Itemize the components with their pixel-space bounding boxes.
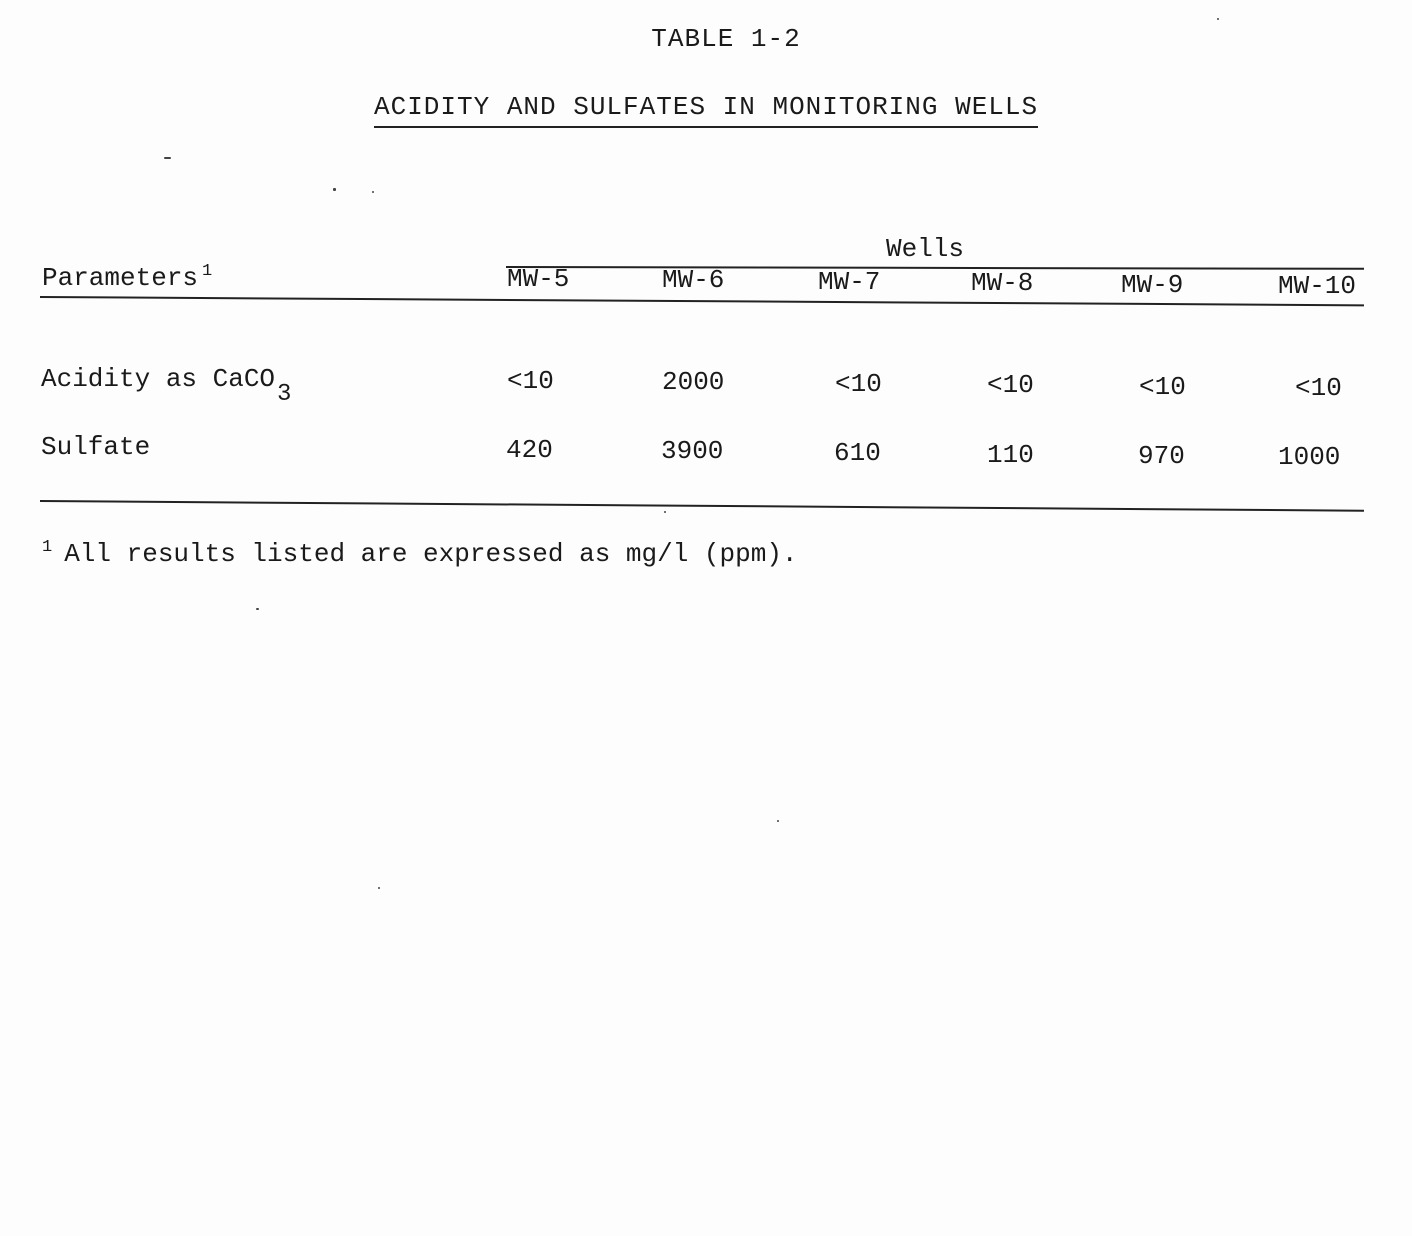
row-header <box>42 262 212 293</box>
column-header-mw-9: MW-9 <box>1121 270 1184 300</box>
column-header-mw-10: MW-10 <box>1278 271 1357 301</box>
cell-acidity-mw-6: 2000 <box>662 367 725 397</box>
scan-speck <box>164 157 171 159</box>
scan-speck <box>372 191 374 193</box>
cell-acidity-mw-5: <10 <box>507 366 554 396</box>
cell-sulfate-mw-9: 970 <box>1138 441 1185 471</box>
cell-sulfate-mw-5: 420 <box>506 435 553 465</box>
row-label-acidity <box>41 364 292 408</box>
scan-speck <box>378 887 380 889</box>
scan-speck <box>333 188 336 191</box>
footnote <box>42 538 798 569</box>
scan-speck <box>664 511 666 513</box>
cell-sulfate-mw-7: 610 <box>834 438 881 468</box>
row-label-acidity-subscript: 3 <box>277 381 292 408</box>
bottom-rule <box>40 500 1364 512</box>
column-group-rule <box>506 266 1364 270</box>
cell-sulfate-mw-6: 3900 <box>661 436 724 466</box>
scan-speck <box>777 820 779 822</box>
footnote-marker: 1 <box>42 538 53 557</box>
row-label-sulfate <box>41 432 150 462</box>
cell-sulfate-mw-8: 110 <box>987 440 1034 470</box>
row-header-footnote-marker: 1 <box>202 262 213 281</box>
table-title: ACIDITY AND SULFATES IN MONITORING WELLS <box>374 92 1038 128</box>
cell-sulfate-mw-10: 1000 <box>1278 442 1341 472</box>
column-header-mw-7: MW-7 <box>818 267 881 297</box>
row-label-sulfate-text: Sulfate <box>41 432 151 462</box>
scan-speck <box>1217 18 1219 20</box>
cell-acidity-mw-9: <10 <box>1139 372 1186 402</box>
footnote-text: All results listed are expressed as mg/l (ppm). <box>64 539 798 569</box>
column-header-mw-6: MW-6 <box>662 265 725 295</box>
cell-acidity-mw-10: <10 <box>1295 373 1342 403</box>
row-header-label: Parameters <box>42 263 199 293</box>
cell-acidity-mw-8: <10 <box>987 370 1034 400</box>
row-label-acidity-text: Acidity as CaCO <box>41 364 276 394</box>
cell-acidity-mw-7: <10 <box>835 369 882 399</box>
column-header-mw-8: MW-8 <box>971 268 1034 298</box>
table-number: TABLE 1-2 <box>651 24 801 54</box>
column-group-header: Wells <box>886 234 965 264</box>
scan-speck <box>256 608 259 610</box>
column-header-mw-5: MW-5 <box>507 264 570 294</box>
